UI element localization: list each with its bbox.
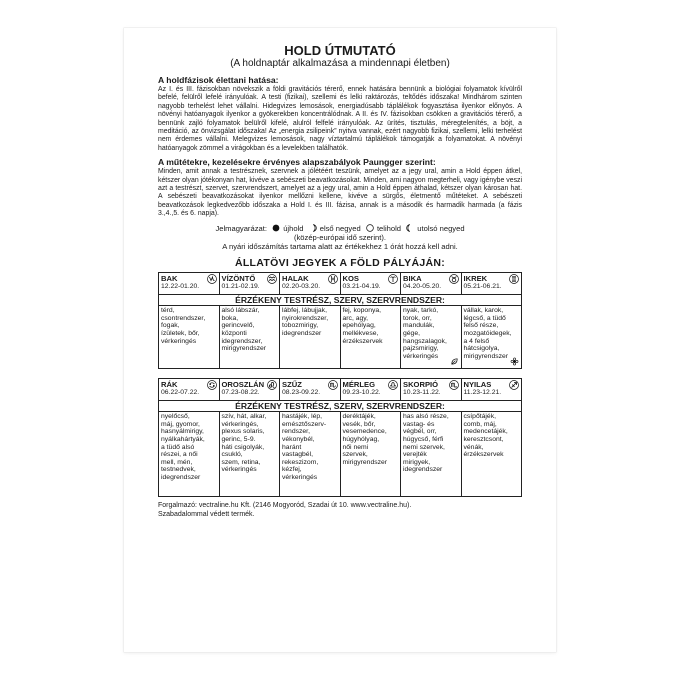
sign-dates: 11.23-12.21. bbox=[463, 389, 502, 397]
organs-text: alsó lábszár, boka, gerincvelő, központi idegrendszer, mirigyrendszer bbox=[221, 307, 267, 353]
sign-dates: 09.23-10.22. bbox=[342, 389, 381, 397]
guide-sheet bbox=[124, 28, 556, 652]
sign-name: SKORPIÓ bbox=[403, 380, 439, 390]
libra-icon bbox=[388, 380, 398, 390]
leaf-icon bbox=[450, 357, 459, 366]
organs-text: térd, csontrendszer, fogak, ízületek, bőr, vérkeringés bbox=[161, 307, 206, 345]
row-gap bbox=[158, 369, 522, 378]
organs-text: vállak, karok, légcső, a tüdő felső része, mozgatóidegek, a 4 felső hátcsigolya, mirigyrendszer bbox=[463, 307, 512, 360]
sign-sagittarius bbox=[462, 379, 522, 400]
guide-content bbox=[158, 42, 522, 519]
sign-dates: 08.23-09.22. bbox=[282, 389, 321, 397]
organs-aquarius bbox=[220, 306, 281, 368]
organs-gemini bbox=[462, 306, 522, 368]
legend-timezone: (közép-európai idő szerint). bbox=[293, 232, 386, 242]
sagittarius-icon bbox=[509, 380, 519, 390]
sign-aquarius bbox=[220, 273, 281, 294]
sign-taurus bbox=[401, 273, 462, 294]
sign-capricorn bbox=[159, 273, 220, 294]
zodiac-row-2 bbox=[158, 378, 522, 401]
cancer-icon bbox=[207, 380, 217, 390]
leo-icon bbox=[267, 380, 277, 390]
sign-name: BAK bbox=[161, 274, 178, 284]
sign-scorpio bbox=[401, 379, 462, 400]
organs-taurus bbox=[401, 306, 462, 368]
sign-dates: 04.20-05.20. bbox=[403, 283, 442, 291]
legend bbox=[158, 224, 522, 242]
organs-leo bbox=[220, 412, 281, 496]
sign-dates: 07.23-08.22. bbox=[221, 389, 260, 397]
legend-label: Jelmagyarázat: bbox=[215, 223, 267, 233]
sign-dates: 01.21-02.19. bbox=[221, 283, 260, 291]
taurus-icon bbox=[449, 274, 459, 284]
sign-dates: 02.20-03.20. bbox=[282, 283, 321, 291]
legend-first-quarter: első negyed bbox=[319, 223, 361, 233]
sign-name: VÍZÖNTŐ bbox=[221, 274, 256, 284]
legend-last-quarter: utolsó negyed bbox=[417, 223, 465, 233]
sign-pisces bbox=[280, 273, 341, 294]
page-title: HOLD ÚTMUTATÓ bbox=[284, 43, 396, 58]
sign-dates: 10.23-11.22. bbox=[403, 389, 441, 397]
sign-cancer bbox=[159, 379, 220, 400]
footer-distributor: Forgalmazó: vectraline.hu Kft. (2146 Mogyoród, Szadai út 10. www.vectraline.hu). bbox=[158, 502, 412, 510]
sign-dates: 06.22-07.22. bbox=[161, 389, 200, 397]
organs-text: deréktájék, vesék, bőr, vesemedence, húgyhólyag, női nemi szervek, mirigyrendszer bbox=[342, 413, 388, 466]
organs-row-1 bbox=[158, 306, 522, 369]
section-heading-surgery: A műtétekre, kezelésekre érvényes alapszabályok Paungger szerint: bbox=[158, 157, 436, 168]
full-moon-icon bbox=[366, 224, 374, 232]
organs-text: szív, hát, alkar, vérkeringés, plexus solaris, gerinc, 5-9. háti csigolyák, csukló, szem, retina, vérkeringés bbox=[221, 413, 267, 474]
sensitive-label-1: ÉRZÉKENY TESTRÉSZ, SZERV, SZERVRENDSZER: bbox=[158, 295, 522, 306]
organs-text: fej, koponya, arc, agy, epehólyag, mellékvese, érzékszervek bbox=[342, 307, 383, 345]
new-moon-icon bbox=[272, 224, 280, 232]
sign-name: KOS bbox=[342, 274, 359, 284]
organs-capricorn bbox=[159, 306, 220, 368]
organs-sagittarius bbox=[462, 412, 522, 496]
section-text-surgery: Minden, amit annak a testrésznek, szervnek a jólétéért teszünk, amelyet az a jegy ural, amin a Hold éppen átkel, kétszer olyan jótékonyan hat, kivéve a sebészeti beavatkozásokat. Minden, ami nagyon megterheli, vagy igénybe veszi azt a testrészt, szervet, szervrendszert, amelyet az a jegy ural, amin a Hold éppen áthalad, kétszer olyan károsan hat. A sebészeti beavatkozásokat ilyenkor mellőzni kellene, kivéve a sürgős, életmentő műtéteket. A sebészeti beavatkozások legkedvezőbb időszaka a Hold I. és III. fázisa, annak is a második és harmadik harmada (a fázis 3.,4.,5. és 6. napja). bbox=[158, 168, 522, 218]
sign-dates: 12.22-01.20. bbox=[161, 283, 200, 291]
organs-cancer bbox=[159, 412, 220, 496]
footer bbox=[158, 502, 522, 519]
sign-name: RÁK bbox=[161, 380, 178, 390]
section-text-phases: Az I. és III. fázisokban növekszik a földi gravitációs térerő, ennek hatására bennünk a biológiai folyamatok kívülről befelé, felülről lefelé irányulóak. A testi (fizikai), szellemi és lelki raktározás, teltődés időszaka! Mindhárom szinten nagyobb terhelést lehet vállalni. Hidegvizes lemosások, energiadúsabb táplálékok fogyasztása ilyenkor előnyös. A növényi hatóanyagok ilyenkor a gyökerekben koncentrálódnak. A II. és IV. fázisokban csökken a gravitációs térerő, a bennünk zajló folyamatok belülről kifelé, alulról felfelé irányulóak. Az ürítés, tisztulás, méregtelenítés, a böjt, a meditáció, az önvizsgálat időszaka! Az „energia zsilipeink” nyitva vannak, ezért nagyobb fizikai, szellemi, lelki terhelést nem érdemes vállalni. Melegvizes lemosások, nagy víztartalmú táplálékok támogatják a folyamatokat. A növényi hatóanyagok zömmel a virágokban és a levelekben találhatók. bbox=[158, 86, 522, 152]
sign-name: BIKA bbox=[403, 274, 422, 284]
organs-text: nyelőcső, máj, gyomor, hasnyálmirigy, nyálkahártyák, a tüdő alsó részei, a női mell, mén, testnedvek, idegrendszer bbox=[161, 413, 205, 482]
gemini-icon bbox=[509, 274, 519, 284]
organs-text: lábfej, lábujjak, nyirokrendszer, tobozmirigy, idegrendszer bbox=[282, 307, 329, 338]
pisces-icon bbox=[328, 274, 338, 284]
sign-name: MÉRLEG bbox=[342, 380, 375, 390]
zodiac-row-1 bbox=[158, 272, 522, 295]
last-quarter-icon bbox=[406, 224, 414, 232]
sign-dates: 03.21-04.19. bbox=[342, 283, 381, 291]
organs-pisces bbox=[280, 306, 341, 368]
organs-libra bbox=[341, 412, 402, 496]
sign-aries bbox=[341, 273, 402, 294]
sign-name: NYILAS bbox=[463, 380, 492, 390]
sign-leo bbox=[220, 379, 281, 400]
sensitive-label-2: ÉRZÉKENY TESTRÉSZ, SZERV, SZERVRENDSZER: bbox=[158, 401, 522, 412]
organs-text: nyak, tarkó, torok, orr, mandulák, gége, hangszalagok, pajzsmirigy, vérkeringés bbox=[403, 307, 447, 360]
virgo-icon bbox=[328, 380, 338, 390]
legend-full-moon: telihold bbox=[376, 223, 402, 233]
sign-virgo bbox=[280, 379, 341, 400]
sign-name: SZŰZ bbox=[282, 380, 302, 390]
page-subtitle: (A holdnaptár alkalmazása a mindennapi életben) bbox=[230, 58, 450, 69]
sign-libra bbox=[341, 379, 402, 400]
dst-note: A nyári időszámítás tartama alatt az értékekhez 1 órát hozzá kell adni. bbox=[222, 242, 458, 252]
organs-virgo bbox=[280, 412, 341, 496]
organs-text: csípőtájék, comb, máj, medencetájék, keresztcsont, vénák, érzékszervek bbox=[463, 413, 508, 459]
aquarius-icon bbox=[267, 274, 277, 284]
zodiac-title: ÁLLATÖVI JEGYEK A FÖLD PÁLYÁJÁN: bbox=[234, 257, 446, 270]
aries-icon bbox=[388, 274, 398, 284]
organs-aries bbox=[341, 306, 402, 368]
organs-text: has alsó része, vastag- és végbél, orr, húgycső, férfi nemi szervek, verejték mirigyek, idegrendszer bbox=[403, 413, 449, 474]
sign-name: OROSZLÁN bbox=[221, 380, 265, 390]
sign-name: HALAK bbox=[282, 274, 309, 284]
organs-row-2 bbox=[158, 412, 522, 497]
sign-name: IKREK bbox=[463, 274, 488, 284]
legend-new-moon: újhold bbox=[283, 223, 304, 233]
sign-gemini bbox=[462, 273, 522, 294]
section-heading-phases: A holdfázisok élettani hatása: bbox=[158, 75, 279, 85]
sign-dates: 05.21-06.21. bbox=[463, 283, 502, 291]
flower-icon bbox=[510, 357, 519, 366]
organs-scorpio bbox=[401, 412, 462, 496]
scorpio-icon bbox=[449, 380, 459, 390]
organs-text: hastájék, lép, emésztőszerv- rendszer, vékonybél, haránt vastagbél, rekeszizom, kézfej, vérkeringés bbox=[282, 413, 327, 482]
first-quarter-icon bbox=[309, 224, 317, 232]
capricorn-icon bbox=[207, 274, 217, 284]
footer-patent: Szabadalommal védett termék. bbox=[158, 510, 255, 518]
